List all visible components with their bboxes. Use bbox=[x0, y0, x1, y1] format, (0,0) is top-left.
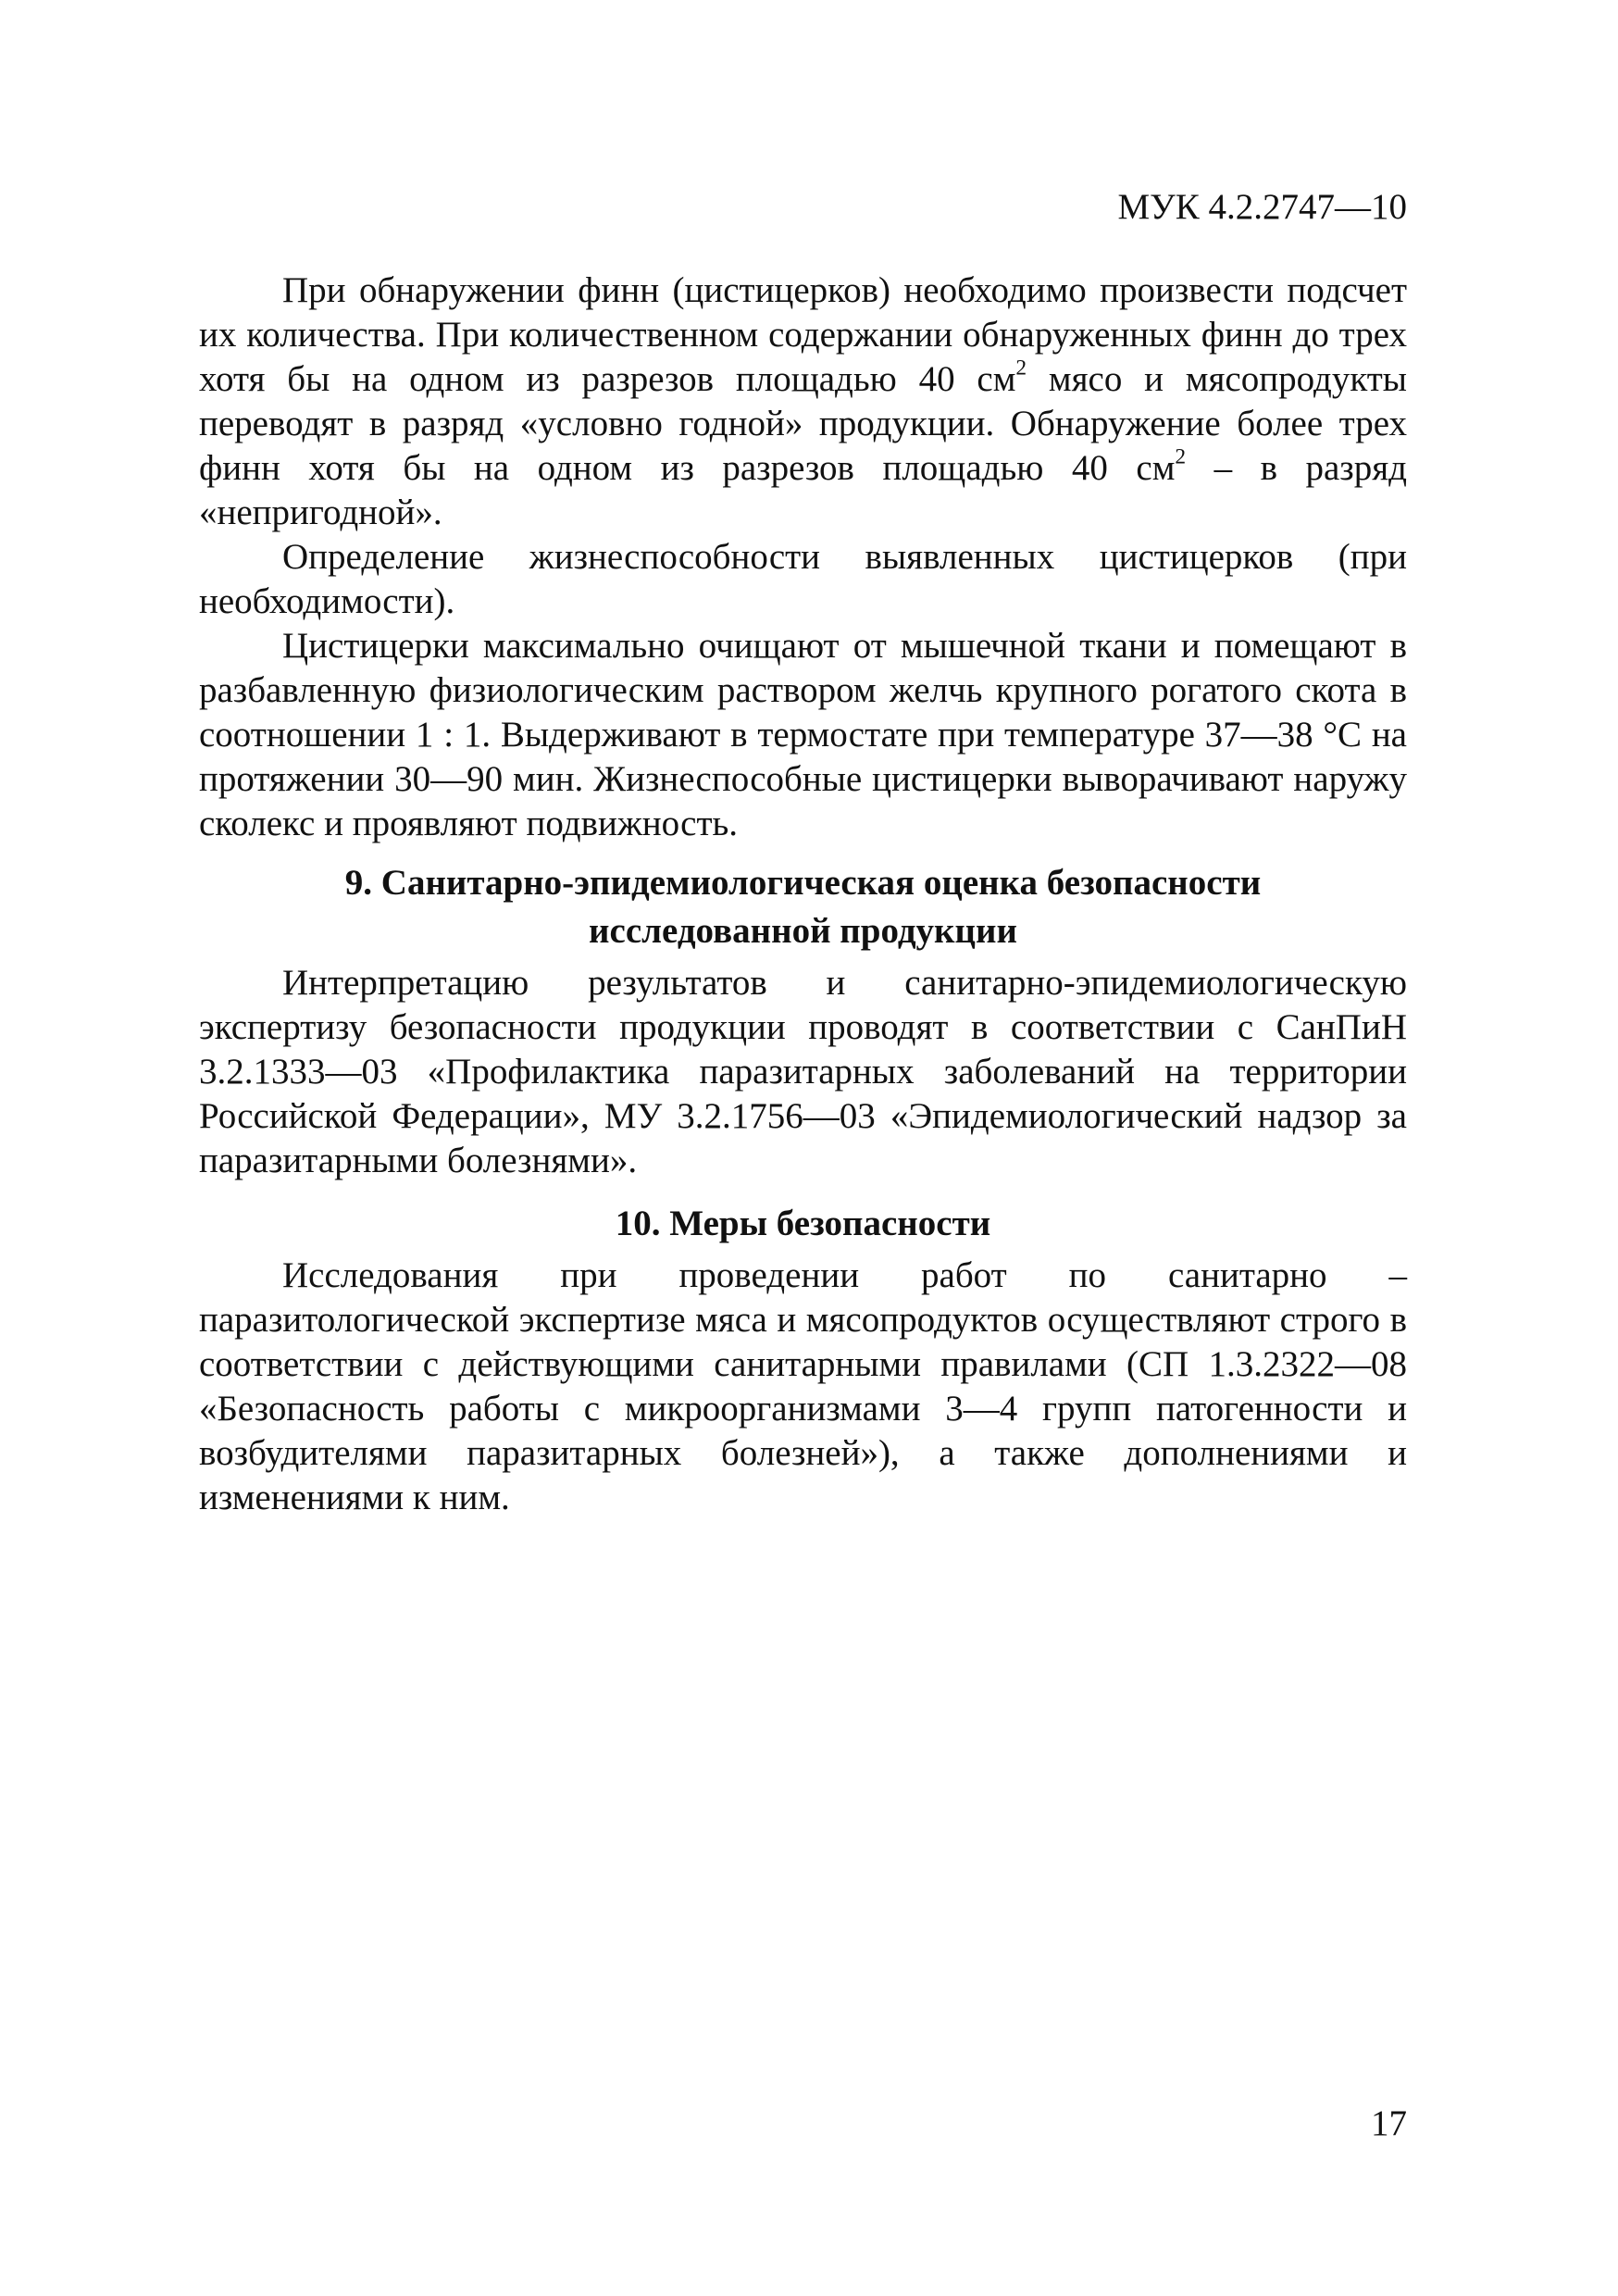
section-9-title-line2: исследованной продукции bbox=[589, 911, 1017, 951]
page-number: 17 bbox=[1371, 2103, 1407, 2143]
document-code-header: МУК 4.2.2747—10 bbox=[1117, 187, 1407, 227]
superscript-2: 2 bbox=[1015, 356, 1027, 381]
page-content bbox=[199, 268, 1407, 1520]
paragraph-finn-count-part3: – в разряд «непригодной». bbox=[199, 448, 1407, 532]
section-10-heading: 10. Меры безопасности bbox=[615, 1204, 991, 1243]
paragraph-finn-count bbox=[199, 268, 1407, 535]
paragraph-finn-count-part1: При обнаружении финн (цистицерков) необходимо произвести подсчет их количества. При количественном содержании обнаруженных финн до трех хотя бы на одном из разрезов площадью 40 см bbox=[199, 270, 1407, 399]
superscript-2: 2 bbox=[1175, 444, 1187, 469]
section-9-title-line1: 9. Санитарно-эпидемиологическая оценка безопасности bbox=[344, 863, 1262, 903]
paragraph-finn-count-part2: мясо и мясопродукты переводят в разряд «условно годной» продукции. Обнаружение более трех финн хотя бы на одном из разрезов площадью 40 см bbox=[199, 359, 1407, 488]
paragraph-viability: Определение жизнеспособности выявленных цистицерков (при необходимости). bbox=[199, 537, 1407, 621]
paragraph-cysticerci-method: Цистицерки максимально очищают от мышечной ткани и помещают в разбавленную физиологическим раствором желчь крупного рогатого скота в соотношении 1 : 1. Выдерживают в термостате при температуре 37—38 °С на протяжении 30—90 мин. Жизнеспособные цистицерки выворачивают наружу сколекс и проявляют подвижность. bbox=[199, 626, 1407, 843]
section-9-text: Интерпретацию результатов и санитарно-эпидемиологическую экспертизу безопасности продукции проводят в соответствии с СанПиН 3.2.1333—03 «Профилактика паразитарных заболеваний на территории Российской Федерации», МУ 3.2.1756—03 «Эпидемиологический надзор за паразитарными болезнями». bbox=[199, 963, 1407, 1180]
section-10-text: Исследования при проведении работ по санитарно – паразитологической экспертизе мяса и мясопродуктов осуществляют строго в соответствии с действующими санитарными правилами (СП 1.3.2322—08 «Безопасность работы с микроорганизмами 3—4 групп патогенности и возбудителями паразитарных болезней»), а также дополнениями и изменениями к ним. bbox=[199, 1255, 1407, 1517]
section-9-heading bbox=[199, 859, 1407, 955]
